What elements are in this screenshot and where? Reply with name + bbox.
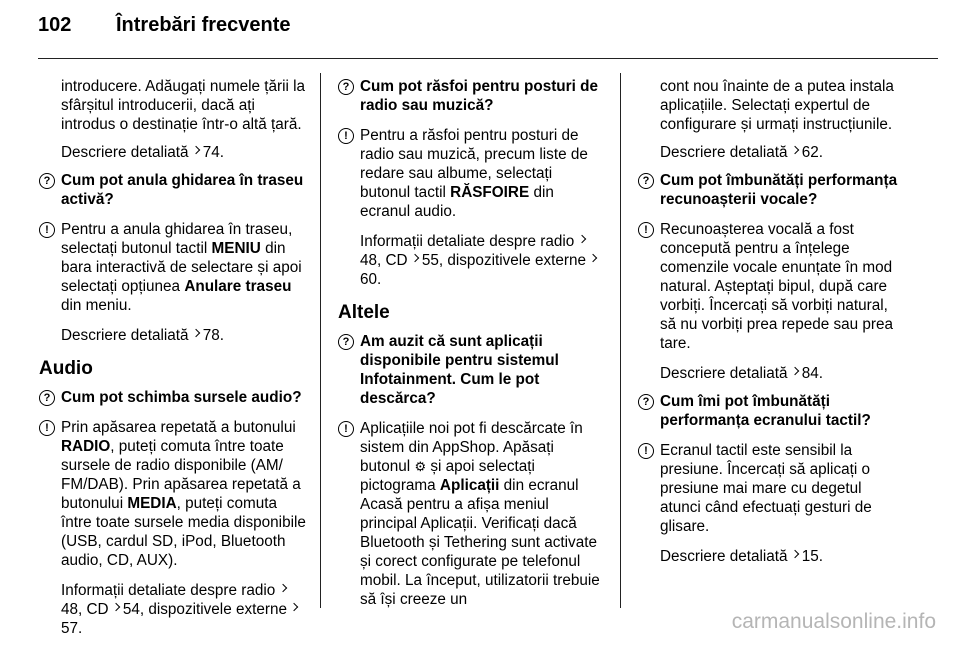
question: ? Cum îmi pot îmbunătăți performanța ecranului tactil?: [638, 392, 904, 430]
ref-arrow-icon: [793, 368, 799, 378]
question-icon: ?: [338, 334, 354, 350]
question: ? Cum pot schimba sursele audio?: [39, 388, 306, 407]
answer: ! Prin apăsarea repetată a butonului RADIO, puteți comuta între toate sursele de radio disponibile (AM/ FM/DAB). Prin apăsarea repetată a butonului MEDIA, puteți comuta între toate sursele media disponibile (USB, cardul SD, iPod, Bluetooth audio, CD, AUX).: [39, 418, 306, 570]
answer: ! Recunoașterea vocală a fost concepută pentru a înțelege comenzile vocale enunțate în mod natural. Așteptați bipul, după care vorbiți. Încercați să vorbiți natural, să nu vorbiți prea repede sau prea tare.: [638, 220, 904, 353]
column-1: [39, 77, 306, 647]
column-3: [638, 77, 904, 575]
section-heading-altele: Altele: [338, 302, 390, 323]
question: ? Am auzit că sunt aplicații disponibile pentru sistemul Infotainment. Cum le pot descărca?: [338, 332, 606, 408]
question-icon: ?: [39, 390, 55, 406]
paragraph: cont nou înainte de a putea instala aplicațiile. Selectați expertul de configurare și urmați instrucțiunile.: [660, 78, 894, 133]
ref-arrow-icon: [292, 604, 298, 614]
exclamation-icon: !: [39, 420, 55, 436]
ref-arrow-icon: [114, 604, 120, 614]
page-title: Întrebări frecvente: [116, 14, 291, 36]
exclamation-icon: !: [638, 443, 654, 459]
header-divider: [38, 58, 938, 59]
reference: Descriere detaliată 84.: [660, 365, 824, 382]
answer: ! Pentru a răsfoi pentru posturi de radio sau muzică, precum liste de redare sau albume, selectați butonul tactil RĂSFOIRE din ecranul audio.: [338, 126, 606, 221]
question: ? Cum pot anula ghidarea în traseu activă?: [39, 171, 306, 209]
page-number: 102: [38, 14, 72, 36]
ref-arrow-icon: [413, 255, 419, 265]
question: ? Cum pot îmbunătăți performanța recunoașterii vocale?: [638, 171, 904, 209]
column-divider-2: [620, 73, 621, 608]
question-icon: ?: [638, 394, 654, 410]
ref-arrow-icon: [793, 147, 799, 157]
ref-arrow-icon: [591, 255, 597, 265]
watermark: carmanualsonline.info: [731, 610, 936, 633]
reference: Descriere detaliată 74.: [61, 144, 225, 161]
question: ? Cum pot răsfoi pentru posturi de radio sau muzică?: [338, 77, 606, 115]
exclamation-icon: !: [338, 128, 354, 144]
reference: Descriere detaliată 78.: [61, 327, 225, 344]
ref-arrow-icon: [793, 551, 799, 561]
reference: Informații detaliate despre radio 48, CD 54, dispozitivele externe 57.: [61, 581, 306, 638]
question-icon: ?: [638, 173, 654, 189]
question-icon: ?: [39, 173, 55, 189]
ref-arrow-icon: [194, 147, 200, 157]
ref-arrow-icon: [194, 330, 200, 340]
paragraph: introducere. Adăugați numele țării la sfârșitul introducerii, dacă ați introdus o destinație într-o altă țară.: [61, 78, 306, 133]
answer: ! Aplicațiile noi pot fi descărcate în sistem din AppShop. Apăsați butonul ⚙ și apoi selectați pictograma Aplicații din ecranul Acasă pentru a afișa meniul principal Aplicații. Verificați dacă Bluetooth și Tethering sunt activate și corect configurate pe telefonul mobil. La început, utilizatorii trebuie să își creeze un: [338, 419, 606, 609]
reference: Descriere detaliată 62.: [660, 144, 824, 161]
ref-arrow-icon: [281, 585, 287, 595]
question-icon: ?: [338, 79, 354, 95]
exclamation-icon: !: [39, 222, 55, 238]
answer: ! Ecranul tactil este sensibil la presiune. Încercați să aplicați o presiune mai mare cu degetul atunci când efectuați gesturi de glisare.: [638, 441, 904, 536]
reference: Descriere detaliată 15.: [660, 548, 824, 565]
apps-icon: ⚙: [414, 459, 427, 474]
column-2: [338, 77, 606, 620]
exclamation-icon: !: [338, 421, 354, 437]
reference: Informații detaliate despre radio 48, CD 55, dispozitivele externe 60.: [360, 232, 606, 289]
exclamation-icon: !: [638, 222, 654, 238]
column-divider-1: [320, 73, 321, 608]
section-heading-audio: Audio: [39, 358, 93, 379]
answer: ! Pentru a anula ghidarea în traseu, selectați butonul tactil MENIU din bara interactivă de selectare și apoi selectați opțiunea Anulare traseu din meniu.: [39, 220, 306, 315]
ref-arrow-icon: [580, 236, 586, 246]
